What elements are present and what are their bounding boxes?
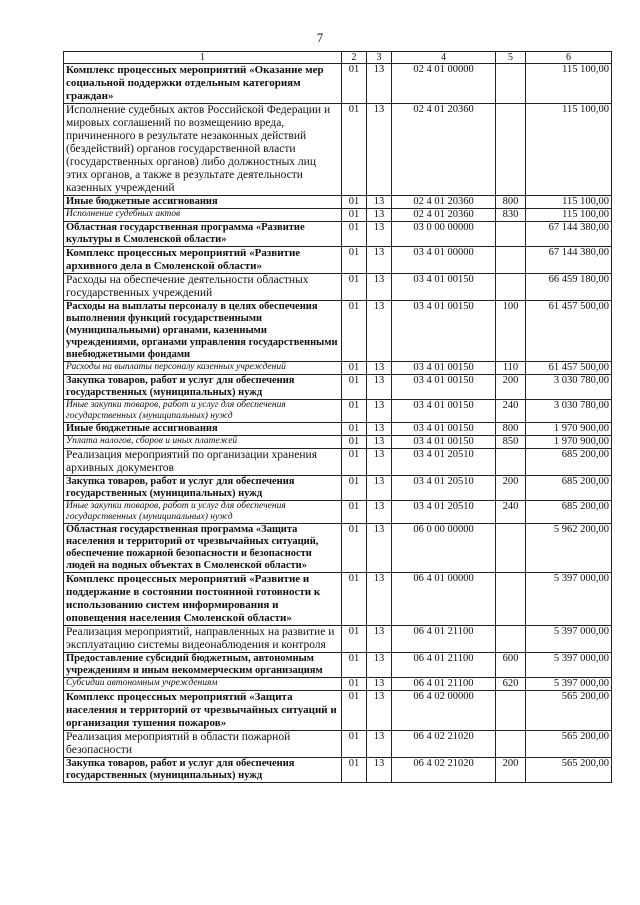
row-name: Иные бюджетные ассигнования bbox=[64, 423, 342, 436]
row-name: Комплекс процессных мероприятий «Защита населения и территорий от чрезвычайных ситуаций и организация тушения пожаров» bbox=[64, 691, 342, 731]
row-subsection: 13 bbox=[367, 436, 392, 449]
row-amount: 565 200,00 bbox=[526, 691, 612, 731]
row-section: 01 bbox=[342, 653, 367, 678]
table-row bbox=[64, 247, 612, 274]
row-subsection: 13 bbox=[367, 274, 392, 301]
row-amount: 685 200,00 bbox=[526, 449, 612, 476]
row-amount: 5 397 000,00 bbox=[526, 573, 612, 626]
row-amount: 5 397 000,00 bbox=[526, 626, 612, 653]
row-name: Закупка товаров, работ и услуг для обеспечения государственных (муниципальных) нужд bbox=[64, 758, 342, 783]
row-target-code: 02 4 01 20360 bbox=[392, 209, 496, 222]
row-expense-type: 600 bbox=[496, 653, 526, 678]
row-expense-type bbox=[496, 64, 526, 104]
row-subsection: 13 bbox=[367, 501, 392, 524]
row-section: 01 bbox=[342, 301, 367, 362]
row-amount: 5 397 000,00 bbox=[526, 653, 612, 678]
header-col-6: 6 bbox=[526, 52, 612, 64]
row-expense-type bbox=[496, 247, 526, 274]
row-subsection: 13 bbox=[367, 626, 392, 653]
row-name: Исполнение судебных актов Российской Федерации и мировых соглашений по возмещению вреда, причиненного в результате незаконных действий (бездействий) органов государственной власти (государственных органов) либо должностных лиц этих органов, а также в результате деятельности казенных учреждений bbox=[64, 104, 342, 196]
row-section: 01 bbox=[342, 524, 367, 573]
row-target-code: 03 4 01 00150 bbox=[392, 436, 496, 449]
row-amount: 5 397 000,00 bbox=[526, 678, 612, 691]
table-row bbox=[64, 222, 612, 247]
row-target-code: 02 4 01 00000 bbox=[392, 64, 496, 104]
row-amount: 67 144 380,00 bbox=[526, 247, 612, 274]
row-subsection: 13 bbox=[367, 375, 392, 400]
header-col-4: 4 bbox=[392, 52, 496, 64]
row-section: 01 bbox=[342, 375, 367, 400]
row-subsection: 13 bbox=[367, 573, 392, 626]
row-name: Закупка товаров, работ и услуг для обеспечения государственных (муниципальных) нужд bbox=[64, 476, 342, 501]
row-name: Реализация мероприятий, направленных на развитие и эксплуатацию системы видеонаблюдения и контроля bbox=[64, 626, 342, 653]
row-subsection: 13 bbox=[367, 301, 392, 362]
row-section: 01 bbox=[342, 436, 367, 449]
row-expense-type: 200 bbox=[496, 375, 526, 400]
table-row bbox=[64, 436, 612, 449]
row-name: Реализация мероприятий по организации хранения архивных документов bbox=[64, 449, 342, 476]
row-expense-type bbox=[496, 222, 526, 247]
row-section: 01 bbox=[342, 247, 367, 274]
row-expense-type bbox=[496, 691, 526, 731]
row-expense-type: 800 bbox=[496, 423, 526, 436]
header-col-2: 2 bbox=[342, 52, 367, 64]
table-row bbox=[64, 691, 612, 731]
row-name: Расходы на выплаты персоналу в целях обеспечения выполнения функций государственными (муниципальными) органами, казенными учреждениями, органами управления государственными внебюджетными фондами bbox=[64, 301, 342, 362]
row-expense-type: 620 bbox=[496, 678, 526, 691]
row-subsection: 13 bbox=[367, 64, 392, 104]
row-amount: 115 100,00 bbox=[526, 64, 612, 104]
row-section: 01 bbox=[342, 400, 367, 423]
row-expense-type bbox=[496, 274, 526, 301]
row-amount: 3 030 780,00 bbox=[526, 400, 612, 423]
row-target-code: 03 4 01 00150 bbox=[392, 301, 496, 362]
row-section: 01 bbox=[342, 104, 367, 196]
row-amount: 115 100,00 bbox=[526, 209, 612, 222]
row-target-code: 03 4 01 00150 bbox=[392, 362, 496, 375]
row-subsection: 13 bbox=[367, 476, 392, 501]
row-target-code: 06 4 02 00000 bbox=[392, 691, 496, 731]
row-amount: 66 459 180,00 bbox=[526, 274, 612, 301]
row-name: Комплекс процессных мероприятий «Развитие и поддержание в состоянии постоянной готовности к использованию систем информирования и оповещения населения Смоленской области» bbox=[64, 573, 342, 626]
row-subsection: 13 bbox=[367, 691, 392, 731]
row-expense-type bbox=[496, 731, 526, 758]
row-name: Областная государственная программа «Развитие культуры в Смоленской области» bbox=[64, 222, 342, 247]
table-row bbox=[64, 501, 612, 524]
row-subsection: 13 bbox=[367, 731, 392, 758]
row-subsection: 13 bbox=[367, 400, 392, 423]
row-amount: 685 200,00 bbox=[526, 501, 612, 524]
row-name: Реализация мероприятий в области пожарной безопасности bbox=[64, 731, 342, 758]
row-name: Субсидии автономным учреждениям bbox=[64, 678, 342, 691]
table-row bbox=[64, 678, 612, 691]
table-row bbox=[64, 758, 612, 783]
row-subsection: 13 bbox=[367, 222, 392, 247]
table-row bbox=[64, 476, 612, 501]
row-amount: 565 200,00 bbox=[526, 731, 612, 758]
row-expense-type: 200 bbox=[496, 476, 526, 501]
row-subsection: 13 bbox=[367, 653, 392, 678]
row-name: Комплекс процессных мероприятий «Развитие архивного дела в Смоленской области» bbox=[64, 247, 342, 274]
table-row bbox=[64, 196, 612, 209]
row-target-code: 03 4 01 20510 bbox=[392, 449, 496, 476]
row-expense-type: 240 bbox=[496, 400, 526, 423]
row-expense-type bbox=[496, 449, 526, 476]
row-expense-type: 850 bbox=[496, 436, 526, 449]
row-name: Закупка товаров, работ и услуг для обеспечения государственных (муниципальных) нужд bbox=[64, 375, 342, 400]
row-amount: 1 970 900,00 bbox=[526, 436, 612, 449]
row-subsection: 13 bbox=[367, 362, 392, 375]
row-target-code: 06 4 01 21100 bbox=[392, 678, 496, 691]
row-name: Уплата налогов, сборов и иных платежей bbox=[64, 436, 342, 449]
row-section: 01 bbox=[342, 64, 367, 104]
table-header-row bbox=[64, 52, 612, 64]
row-name: Расходы на обеспечение деятельности областных государственных учреждений bbox=[64, 274, 342, 301]
table-row bbox=[64, 626, 612, 653]
row-target-code: 06 4 01 21100 bbox=[392, 653, 496, 678]
header-col-1: 1 bbox=[64, 52, 342, 64]
row-subsection: 13 bbox=[367, 196, 392, 209]
row-target-code: 06 0 00 00000 bbox=[392, 524, 496, 573]
row-target-code: 02 4 01 20360 bbox=[392, 196, 496, 209]
row-section: 01 bbox=[342, 362, 367, 375]
row-expense-type: 800 bbox=[496, 196, 526, 209]
table-row bbox=[64, 375, 612, 400]
row-target-code: 03 4 01 00150 bbox=[392, 423, 496, 436]
row-subsection: 13 bbox=[367, 423, 392, 436]
row-target-code: 03 0 00 00000 bbox=[392, 222, 496, 247]
row-amount: 3 030 780,00 bbox=[526, 375, 612, 400]
row-section: 01 bbox=[342, 573, 367, 626]
row-target-code: 03 4 01 20510 bbox=[392, 501, 496, 524]
table-row bbox=[64, 209, 612, 222]
row-expense-type bbox=[496, 104, 526, 196]
row-subsection: 13 bbox=[367, 449, 392, 476]
row-target-code: 06 4 02 21020 bbox=[392, 758, 496, 783]
row-amount: 1 970 900,00 bbox=[526, 423, 612, 436]
row-amount: 61 457 500,00 bbox=[526, 362, 612, 375]
table-row bbox=[64, 301, 612, 362]
row-expense-type: 100 bbox=[496, 301, 526, 362]
row-target-code: 06 4 01 00000 bbox=[392, 573, 496, 626]
row-subsection: 13 bbox=[367, 247, 392, 274]
row-expense-type: 200 bbox=[496, 758, 526, 783]
row-section: 01 bbox=[342, 196, 367, 209]
table-row bbox=[64, 524, 612, 573]
header-col-5: 5 bbox=[496, 52, 526, 64]
row-amount: 115 100,00 bbox=[526, 196, 612, 209]
row-section: 01 bbox=[342, 423, 367, 436]
row-target-code: 06 4 02 21020 bbox=[392, 731, 496, 758]
row-expense-type bbox=[496, 573, 526, 626]
row-section: 01 bbox=[342, 501, 367, 524]
row-section: 01 bbox=[342, 449, 367, 476]
row-section: 01 bbox=[342, 691, 367, 731]
header-col-3: 3 bbox=[367, 52, 392, 64]
row-section: 01 bbox=[342, 274, 367, 301]
row-subsection: 13 bbox=[367, 758, 392, 783]
table-row bbox=[64, 731, 612, 758]
row-section: 01 bbox=[342, 476, 367, 501]
page-number: 7 bbox=[316, 30, 324, 45]
row-name: Областная государственная программа «Защита населения и территорий от чрезвычайных ситуаций, обеспечение пожарной безопасности и безопасности людей на водных объектах в Смоленской области» bbox=[64, 524, 342, 573]
row-name: Комплекс процессных мероприятий «Оказание мер социальной поддержки отдельным категориям граждан» bbox=[64, 64, 342, 104]
table-row bbox=[64, 400, 612, 423]
row-section: 01 bbox=[342, 758, 367, 783]
row-section: 01 bbox=[342, 678, 367, 691]
row-target-code: 03 4 01 00150 bbox=[392, 274, 496, 301]
row-expense-type: 830 bbox=[496, 209, 526, 222]
row-target-code: 03 4 01 20510 bbox=[392, 476, 496, 501]
row-name: Предоставление субсидий бюджетным, автономным учреждениям и иным некоммерческим организациям bbox=[64, 653, 342, 678]
row-target-code: 06 4 01 21100 bbox=[392, 626, 496, 653]
row-target-code: 03 4 01 00000 bbox=[392, 247, 496, 274]
row-expense-type: 240 bbox=[496, 501, 526, 524]
row-amount: 61 457 500,00 bbox=[526, 301, 612, 362]
row-target-code: 03 4 01 00150 bbox=[392, 375, 496, 400]
row-section: 01 bbox=[342, 731, 367, 758]
row-name: Иные закупки товаров, работ и услуг для обеспечения государственных (муниципальных) нужд bbox=[64, 400, 342, 423]
row-subsection: 13 bbox=[367, 524, 392, 573]
row-subsection: 13 bbox=[367, 209, 392, 222]
row-expense-type bbox=[496, 626, 526, 653]
row-name: Расходы на выплаты персоналу казенных учреждений bbox=[64, 362, 342, 375]
row-section: 01 bbox=[342, 626, 367, 653]
row-target-code: 03 4 01 00150 bbox=[392, 400, 496, 423]
row-name: Исполнение судебных актов bbox=[64, 209, 342, 222]
row-expense-type bbox=[496, 524, 526, 573]
row-expense-type: 110 bbox=[496, 362, 526, 375]
budget-table bbox=[63, 51, 612, 783]
table-row bbox=[64, 274, 612, 301]
row-subsection: 13 bbox=[367, 678, 392, 691]
table-row bbox=[64, 64, 612, 104]
table-row bbox=[64, 104, 612, 196]
row-amount: 115 100,00 bbox=[526, 104, 612, 196]
row-amount: 67 144 380,00 bbox=[526, 222, 612, 247]
row-section: 01 bbox=[342, 209, 367, 222]
row-amount: 565 200,00 bbox=[526, 758, 612, 783]
table-row bbox=[64, 653, 612, 678]
table-row bbox=[64, 573, 612, 626]
row-name: Иные закупки товаров, работ и услуг для обеспечения государственных (муниципальных) нужд bbox=[64, 501, 342, 524]
row-name: Иные бюджетные ассигнования bbox=[64, 196, 342, 209]
row-amount: 685 200,00 bbox=[526, 476, 612, 501]
row-subsection: 13 bbox=[367, 104, 392, 196]
table-row bbox=[64, 362, 612, 375]
row-target-code: 02 4 01 20360 bbox=[392, 104, 496, 196]
row-section: 01 bbox=[342, 222, 367, 247]
table-row bbox=[64, 423, 612, 436]
row-amount: 5 962 200,00 bbox=[526, 524, 612, 573]
table-row bbox=[64, 449, 612, 476]
